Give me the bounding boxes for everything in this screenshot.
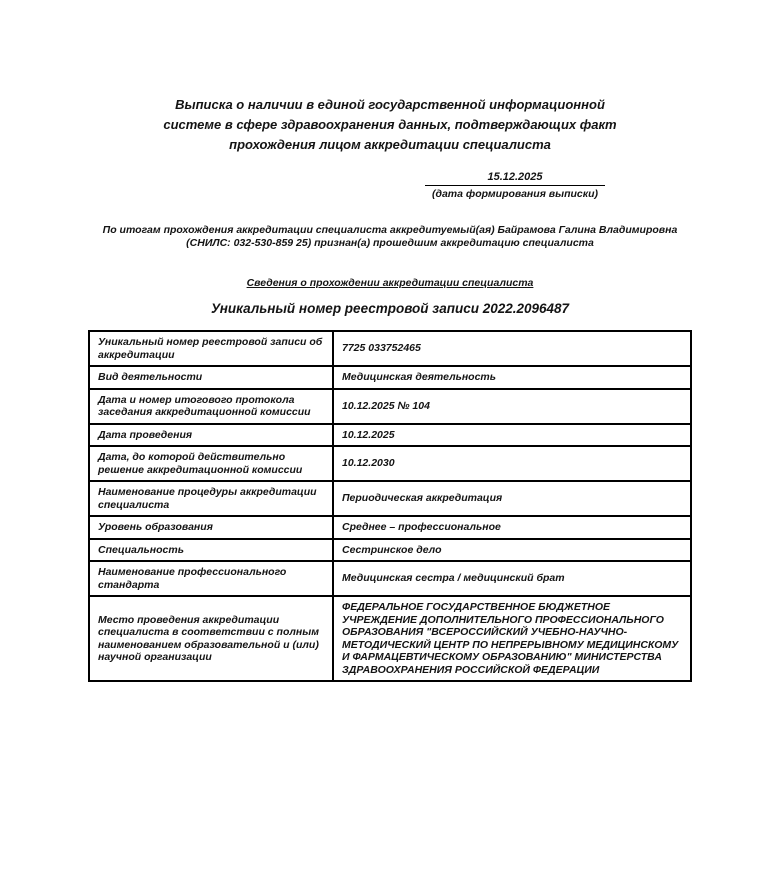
row-value: 10.12.2025 № 104: [333, 389, 691, 424]
row-value: Сестринское дело: [333, 539, 691, 562]
table-row: [89, 539, 691, 562]
table-row: [89, 424, 691, 447]
row-value: 10.12.2030: [333, 446, 691, 481]
page-title: [110, 95, 670, 155]
table-row: [89, 561, 691, 596]
page-title-line: системе в сфере здравоохранения данных, подтверждающих факт: [163, 117, 617, 132]
row-label: Дата проведения: [89, 424, 333, 447]
registry-number-heading: Уникальный номер реестровой записи 2022.2096487: [210, 301, 570, 316]
row-label: Вид деятельности: [89, 366, 333, 389]
row-label: Наименование процедуры аккредитации специалиста: [89, 481, 333, 516]
row-value: ФЕДЕРАЛЬНОЕ ГОСУДАРСТВЕННОЕ БЮДЖЕТНОЕ УЧРЕЖДЕНИЕ ДОПОЛНИТЕЛЬНОГО ПРОФЕССИОНАЛЬНОГО ОБРАЗОВАНИЯ "ВСЕРОССИЙСКИЙ УЧЕБНО-НАУЧНО-МЕТОДИЧЕСКИЙ ЦЕНТР ПО НЕПРЕРЫВНОМУ МЕДИЦИНСКОМУ И ФАРМАЦЕВТИЧЕСКОМУ ОБРАЗОВАНИЮ" МИНИСТЕРСТВА ЗДРАВООХРАНЕНИЯ РОССИЙСКОЙ ФЕДЕРАЦИИ: [333, 596, 691, 681]
table-row: [89, 516, 691, 539]
row-label: Наименование профессионального стандарта: [89, 561, 333, 596]
table-row: [89, 331, 691, 366]
row-label: Специальность: [89, 539, 333, 562]
table-row: [89, 446, 691, 481]
table-row: [89, 481, 691, 516]
formation-date-block: [425, 171, 605, 200]
row-value: 7725 033752465: [333, 331, 691, 366]
row-label: Уровень образования: [89, 516, 333, 539]
row-value: Медицинская сестра / медицинский брат: [333, 561, 691, 596]
row-value: 10.12.2025: [333, 424, 691, 447]
formation-date-caption: (дата формирования выписки): [431, 188, 599, 200]
section-heading: Сведения о прохождении аккредитации специалиста: [246, 277, 534, 289]
page-title-line: прохождения лицом аккредитации специалиста: [229, 137, 551, 152]
page-title-line: Выписка о наличии в единой государственной информационной: [175, 97, 605, 112]
row-value: Периодическая аккредитация: [333, 481, 691, 516]
table-row: [89, 596, 691, 681]
row-value: Среднее – профессиональное: [333, 516, 691, 539]
row-label: Уникальный номер реестровой записи об аккредитации: [89, 331, 333, 366]
row-label: Дата, до которой действительно решение аккредитационной комиссии: [89, 446, 333, 481]
table-row: [89, 366, 691, 389]
formation-date: 15.12.2025: [425, 171, 605, 186]
intro-paragraph: По итогам прохождения аккредитации специалиста аккредитуемый(ая) Байрамова Галина Владимировна (СНИЛС: 032-530-859 25) признан(а) прошедшим аккредитацию специалиста: [102, 224, 678, 249]
row-label: Место проведения аккредитации специалиста в соответствии с полным наименованием образовательной и (или) научной организации: [89, 596, 333, 681]
row-value: Медицинская деятельность: [333, 366, 691, 389]
table-row: [89, 389, 691, 424]
accreditation-table: [88, 330, 692, 682]
row-label: Дата и номер итогового протокола заседания аккредитационной комиссии: [89, 389, 333, 424]
